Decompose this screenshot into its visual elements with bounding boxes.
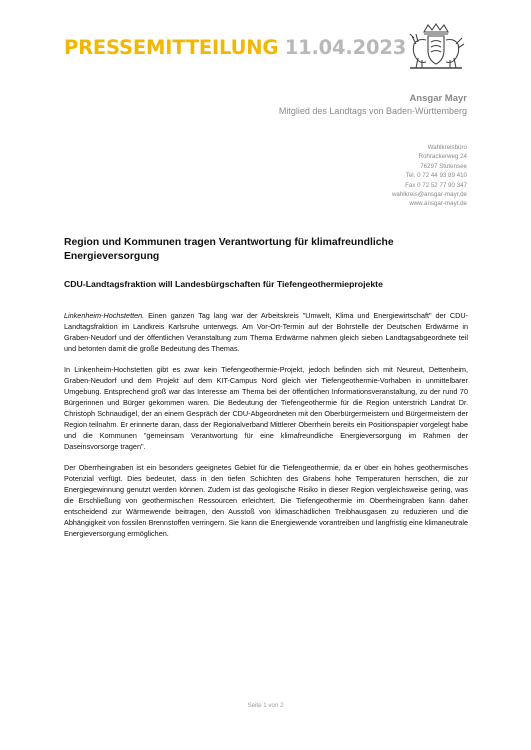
- author-role: Mitglied des Landtags von Baden-Württemberg: [278, 106, 467, 116]
- coat-of-arms-icon: [404, 22, 468, 72]
- page-number: Seite 1 von 2: [247, 702, 284, 709]
- office-city: 76297 Stutensee: [420, 162, 467, 170]
- document-headline: [64, 36, 406, 59]
- article-subtitle: CDU-Landtagsfraktion will Landesbürgschaften für Tiefengeothermieprojekte: [64, 279, 383, 289]
- office-street: Rohrackerweg 24: [418, 153, 467, 161]
- article-body: [64, 310, 468, 549]
- dateline: Linkenheim-Hochstetten.: [64, 311, 145, 320]
- office-label: Wahlkreisbüro: [427, 144, 467, 151]
- document-date: 11.04.2023: [284, 36, 407, 59]
- office-phone: Tel. 0 72 44 93 89 410: [405, 172, 467, 180]
- paragraph-3: Der Oberrheingraben ist ein besonders geeignetes Gebiet für die Tiefengeothermie, da er über ein hohes geothermisches Potenzial verfügt. Dies bedeutet, dass in den tiefen Schichten des Grabens hohe Temperaturen herrschen, die zur Energiegewinnung genutzt werden können. Zudem ist das geologische Risiko in dieser Region vergleichsweise gering, was die Erschließung von geothermischen Ressourcen erleichtert. Die Tiefengeothermie im Oberrheingraben kann daher entscheidend zur Wärmewende beitragen, den Ausstoß von klimaschädlichen Treibhausgasen zu reduzieren und die Abhängigkeit von fossilen Brennstoffen verringern. Sie kann die Energiewende vorantreiben und langfristig eine klimaneutrale Energieversorgung ermöglichen.: [64, 463, 468, 538]
- author-name: Ansgar Mayr: [409, 93, 467, 104]
- office-fax: Fax 0 72 52 77 90 347: [405, 181, 467, 189]
- paragraph-1: [64, 310, 468, 354]
- article-title: Region und Kommunen tragen Verantwortung für klimafreundliche Energieversorgung: [64, 237, 394, 262]
- author-block: [279, 92, 467, 117]
- paragraph-1-text: Einen ganzen Tag lang war der Arbeitskreis "Umwelt, Klima und Energiewirtschaft" der CDU-Landtagsfraktion im Landkreis Karlsruhe unterwegs. Am Vor-Ort-Termin auf der Bohrstelle der Deutschen Erdwärme in Graben-Neudorf und der öffentlichen Veranstaltung zum Thema Erdwärme nahmen gleich sieben Landtagsabgeordnete teil und betonten damit die große Bedeutung des Themas.: [64, 311, 468, 353]
- document-kind: PRESSEMITTEILUNG: [64, 36, 279, 59]
- paragraph-2: In Linkenheim-Hochstetten gibt es zwar kein Tiefengeothermie-Projekt, jedoch befinden sich mit Neureut, Dettenheim, Graben-Neudorf und dem Projekt auf dem KIT-Campus Nord gleich vier Tiefengeothermie-Vorhaben in unmittelbarer Umgebung. Entsprechend groß war das Interesse am Thema bei der öffentlichen Informationsveranstaltung, zu der rund 70 Bürgerinnen und Bürger gekommen waren. Die Bedeutung der Tiefengeothermie für die Region unterstrich Landrat Dr. Christoph Schnaudigel, der an einem Gespräch der CDU-Abgeordneten mit den Oberbürgermeistern und Bürgermeistern der Region teilnahm. Er erinnerte daran, dass der Regionalverband Mittlerer Oberrhein bereits ein Positionspapier vorgelegt habe und die Kommunen "gemeinsam Verantwortung für eine klimafreundliche Energieversorgung im Rahmen der Daseinsvorsorge tragen".: [64, 365, 468, 451]
- office-website: www.ansgar-mayr.de: [409, 200, 467, 208]
- office-email: wahlkreis@ansgar-mayr.de: [391, 191, 467, 199]
- office-address: [392, 143, 467, 209]
